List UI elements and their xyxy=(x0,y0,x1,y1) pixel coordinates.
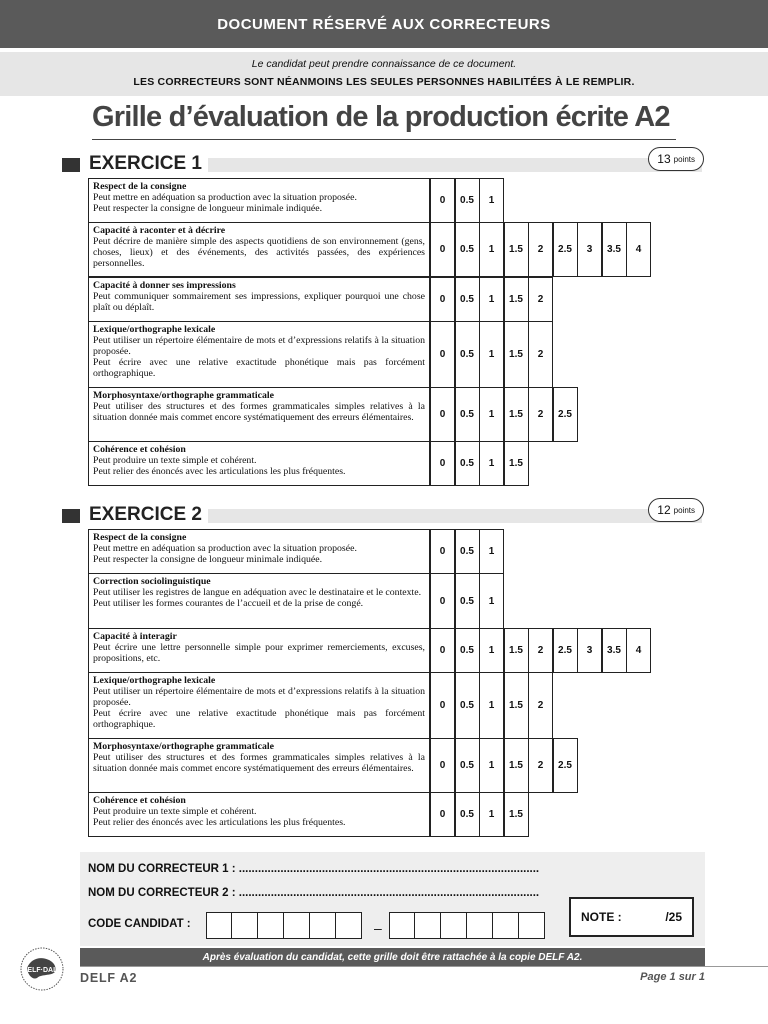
criterion-description: Peut écrire avec une relative exactitude phonétique mais pas forcément orthographique. xyxy=(93,357,425,379)
score-cell[interactable]: 0.5 xyxy=(455,178,480,223)
header-shade-bar xyxy=(208,158,702,172)
code-digit-box[interactable] xyxy=(493,912,519,939)
code-digit-box[interactable] xyxy=(467,912,493,939)
points-badge xyxy=(648,498,704,522)
score-cell[interactable]: 1.5 xyxy=(504,441,529,486)
candidate-code-part-1[interactable] xyxy=(206,912,362,939)
brand-label: DELF A2 xyxy=(80,971,138,985)
criterion-title: Morphosyntaxe/orthographe grammaticale xyxy=(93,741,274,752)
score-cell[interactable]: 1.5 xyxy=(504,738,529,793)
score-cell[interactable]: 1.5 xyxy=(504,672,529,739)
footer-divider xyxy=(80,966,768,967)
score-cell[interactable]: 1 xyxy=(479,672,504,739)
code-digit-box[interactable] xyxy=(310,912,336,939)
score-cell[interactable]: 0.5 xyxy=(455,738,480,793)
header-shade-bar xyxy=(208,509,702,523)
score-cell[interactable]: 2 xyxy=(528,628,553,673)
criterion-cell xyxy=(88,321,430,388)
score-cell[interactable]: 2.5 xyxy=(553,222,578,277)
points-value: 13 xyxy=(657,152,671,166)
criterion-description: Peut écrire une lettre personnelle simple pour exprimer remerciements, excuses, propositions, etc. xyxy=(93,642,425,664)
criterion-cell xyxy=(88,573,430,629)
score-cell[interactable]: 0.5 xyxy=(455,792,480,837)
score-cell[interactable]: 2.5 xyxy=(553,387,578,442)
criterion-description: Peut mettre en adéquation sa production avec la situation proposée. xyxy=(93,543,357,554)
score-cell[interactable]: 0 xyxy=(430,321,455,388)
points-word: points xyxy=(673,505,695,515)
delf-dalf-logo xyxy=(19,946,65,992)
score-cell[interactable]: 0 xyxy=(430,628,455,673)
score-cell[interactable]: 2 xyxy=(528,738,553,793)
score-cell[interactable]: 2 xyxy=(528,222,553,277)
score-cell[interactable]: 0 xyxy=(430,792,455,837)
score-cell[interactable]: 1.5 xyxy=(504,222,529,277)
score-cell[interactable]: 0.5 xyxy=(455,222,480,277)
score-cell[interactable]: 1 xyxy=(479,529,504,574)
score-cell[interactable]: 0 xyxy=(430,738,455,793)
score-cell[interactable]: 0.5 xyxy=(455,573,480,629)
criterion-description: Peut écrire avec une relative exactitude phonétique mais pas forcément orthographique. xyxy=(93,708,425,730)
criterion-cell xyxy=(88,277,430,322)
criterion-description: Peut utiliser des structures et des formes grammaticales simples relatives à la situation donnée mais commet encore systématiquement des erreurs élémentaires. xyxy=(93,401,425,423)
score-cell[interactable]: 2 xyxy=(528,321,553,388)
score-cell[interactable]: 1.5 xyxy=(504,628,529,673)
exercise-title: EXERCICE 2 xyxy=(89,504,202,525)
points-value: 12 xyxy=(657,503,671,517)
criterion-description: Peut respecter la consigne de longueur minimale indiquée. xyxy=(93,203,323,214)
score-cell[interactable]: 1 xyxy=(479,277,504,322)
candidate-code-part-2[interactable] xyxy=(389,912,545,939)
score-cell[interactable]: 1 xyxy=(479,222,504,277)
score-cell[interactable]: 3 xyxy=(577,222,602,277)
score-cell[interactable]: 1.5 xyxy=(504,321,529,388)
criterion-title: Capacité à raconter et à décrire xyxy=(93,225,226,236)
criterion-cell xyxy=(88,178,430,223)
score-cell[interactable]: 3.5 xyxy=(602,222,627,277)
score-cell[interactable]: 4 xyxy=(626,628,651,673)
criterion-title: Cohérence et cohésion xyxy=(93,444,186,455)
criterion-cell xyxy=(88,387,430,442)
points-badge xyxy=(648,147,704,171)
score-cell[interactable]: 0.5 xyxy=(455,387,480,442)
reserved-banner xyxy=(0,0,768,48)
score-cell[interactable]: 1 xyxy=(479,792,504,837)
score-cell[interactable]: 1.5 xyxy=(504,277,529,322)
notice-candidate: Le candidat peut prendre connaissance de ce document. xyxy=(251,58,517,70)
score-cell[interactable]: 0 xyxy=(430,573,455,629)
score-cell[interactable]: 1 xyxy=(479,628,504,673)
criterion-title: Respect de la consigne xyxy=(93,532,187,543)
score-cell[interactable]: 0.5 xyxy=(455,277,480,322)
score-cell[interactable]: 2 xyxy=(528,277,553,322)
svg-text:DELF·DALF: DELF·DALF xyxy=(22,967,62,974)
score-cell[interactable]: 0.5 xyxy=(455,628,480,673)
score-cell[interactable]: 1.5 xyxy=(504,792,529,837)
page-number: Page 1 sur 1 xyxy=(640,971,705,983)
criterion-cell xyxy=(88,792,430,837)
criterion-description: Peut décrire de manière simple des aspects quotidiens de son environnement (gens, choses, lieux) et des événements, des activités passées, des expériences personnelles. xyxy=(93,236,425,269)
code-digit-box[interactable] xyxy=(441,912,467,939)
attach-text: Après évaluation du candidat, cette grille doit être rattachée à la copie DELF A2. xyxy=(202,951,583,963)
criterion-title: Capacité à donner ses impressions xyxy=(93,280,236,291)
score-cell[interactable]: 1 xyxy=(479,738,504,793)
criterion-description: Peut utiliser un répertoire élémentaire de mots et d’expressions relatifs à la situation proposée. xyxy=(93,335,425,357)
criterion-description: Peut utiliser les registres de langue en adéquation avec le destinataire et le contexte. xyxy=(93,587,422,598)
criterion-title: Lexique/orthographe lexicale xyxy=(93,324,216,335)
criterion-description: Peut produire un texte simple et cohérent. xyxy=(93,455,257,466)
score-cell[interactable]: 3 xyxy=(577,628,602,673)
criterion-cell xyxy=(88,738,430,793)
criterion-description: Peut respecter la consigne de longueur minimale indiquée. xyxy=(93,554,323,565)
score-cell[interactable]: 1 xyxy=(479,441,504,486)
score-cell[interactable]: 0.5 xyxy=(455,672,480,739)
score-cell[interactable]: 0 xyxy=(430,529,455,574)
points-word: points xyxy=(673,154,695,164)
corrector-1-field[interactable]: NOM DU CORRECTEUR 1 : .............................................................................................. xyxy=(88,863,540,875)
corrector-form xyxy=(80,852,705,946)
criterion-title: Respect de la consigne xyxy=(93,181,187,192)
criterion-description: Peut relier des énoncés avec les articulations les plus fréquentes. xyxy=(93,817,346,828)
score-cell[interactable]: 0 xyxy=(430,222,455,277)
criterion-title: Correction sociolinguistique xyxy=(93,576,211,587)
code-digit-box[interactable] xyxy=(389,912,415,939)
score-cell[interactable]: 1 xyxy=(479,321,504,388)
score-cell[interactable]: 3.5 xyxy=(602,628,627,673)
score-cell[interactable]: 0 xyxy=(430,441,455,486)
section-square-icon xyxy=(62,158,80,172)
code-digit-box[interactable] xyxy=(206,912,232,939)
reserved-text: DOCUMENT RÉSERVÉ AUX CORRECTEURS xyxy=(217,15,551,33)
criterion-description: Peut utiliser un répertoire élémentaire de mots et d’expressions relatifs à la situation proposée. xyxy=(93,686,425,708)
criterion-description: Peut utiliser des structures et des formes grammaticales simples relatives à la situation donnée mais commet encore systématiquement des erreurs élémentaires. xyxy=(93,752,425,774)
criterion-description: Peut relier des énoncés avec les articulations les plus fréquentes. xyxy=(93,466,346,477)
criterion-description: Peut mettre en adéquation sa production avec la situation proposée. xyxy=(93,192,357,203)
notice-correctors: LES CORRECTEURS SONT NÉANMOINS LES SEULES PERSONNES HABILITÉES À LE REMPLIR. xyxy=(133,76,635,88)
score-cell[interactable]: 0.5 xyxy=(455,529,480,574)
code-digit-box[interactable] xyxy=(258,912,284,939)
code-digit-box[interactable] xyxy=(415,912,441,939)
code-digit-box[interactable] xyxy=(232,912,258,939)
score-cell[interactable]: 2.5 xyxy=(553,738,578,793)
exercise-1-header xyxy=(62,152,704,175)
code-separator: – xyxy=(374,920,382,936)
score-cell[interactable]: 1 xyxy=(479,387,504,442)
score-cell[interactable]: 0 xyxy=(430,178,455,223)
code-digit-box[interactable] xyxy=(519,912,545,939)
exercise-title: EXERCICE 1 xyxy=(89,153,202,174)
criterion-description: Peut communiquer sommairement ses impressions, expliquer pourquoi une chose plaît ou déplaît. xyxy=(93,291,425,313)
candidate-code-label: CODE CANDIDAT : xyxy=(88,918,191,930)
title-divider xyxy=(92,139,676,140)
score-cell[interactable]: 2.5 xyxy=(553,628,578,673)
score-cell[interactable]: 0 xyxy=(430,387,455,442)
attach-notice xyxy=(80,948,705,966)
score-cell[interactable]: 1 xyxy=(479,178,504,223)
section-square-icon xyxy=(62,509,80,523)
score-cell[interactable]: 1 xyxy=(479,573,504,629)
code-digit-box[interactable] xyxy=(284,912,310,939)
criterion-title: Morphosyntaxe/orthographe grammaticale xyxy=(93,390,274,401)
criterion-cell xyxy=(88,529,430,574)
code-digit-box[interactable] xyxy=(336,912,362,939)
score-cell[interactable]: 2 xyxy=(528,387,553,442)
criterion-title: Lexique/orthographe lexicale xyxy=(93,675,216,686)
criterion-cell xyxy=(88,222,430,277)
score-cell[interactable]: 1.5 xyxy=(504,387,529,442)
criterion-cell xyxy=(88,628,430,673)
note-total: /25 xyxy=(665,910,682,924)
criterion-cell xyxy=(88,441,430,486)
exercise-2-header xyxy=(62,503,704,526)
criterion-description: Peut utiliser les formes courantes de l’accueil et de la prise de congé. xyxy=(93,598,364,609)
score-cell[interactable]: 4 xyxy=(626,222,651,277)
score-cell[interactable]: 0.5 xyxy=(455,441,480,486)
notice-bar xyxy=(0,52,768,96)
score-cell[interactable]: 0 xyxy=(430,277,455,322)
score-cell[interactable]: 0.5 xyxy=(455,321,480,388)
criterion-description: Peut produire un texte simple et cohérent. xyxy=(93,806,257,817)
corrector-2-field[interactable]: NOM DU CORRECTEUR 2 : .............................................................................................. xyxy=(88,887,540,899)
note-box[interactable] xyxy=(569,897,694,937)
criterion-title: Cohérence et cohésion xyxy=(93,795,186,806)
note-label: NOTE : xyxy=(581,910,622,924)
page-title: Grille d’évaluation de la production écrite A2 xyxy=(92,101,670,133)
criterion-cell xyxy=(88,672,430,739)
score-cell[interactable]: 0 xyxy=(430,672,455,739)
criterion-title: Capacité à interagir xyxy=(93,631,177,642)
score-cell[interactable]: 2 xyxy=(528,672,553,739)
